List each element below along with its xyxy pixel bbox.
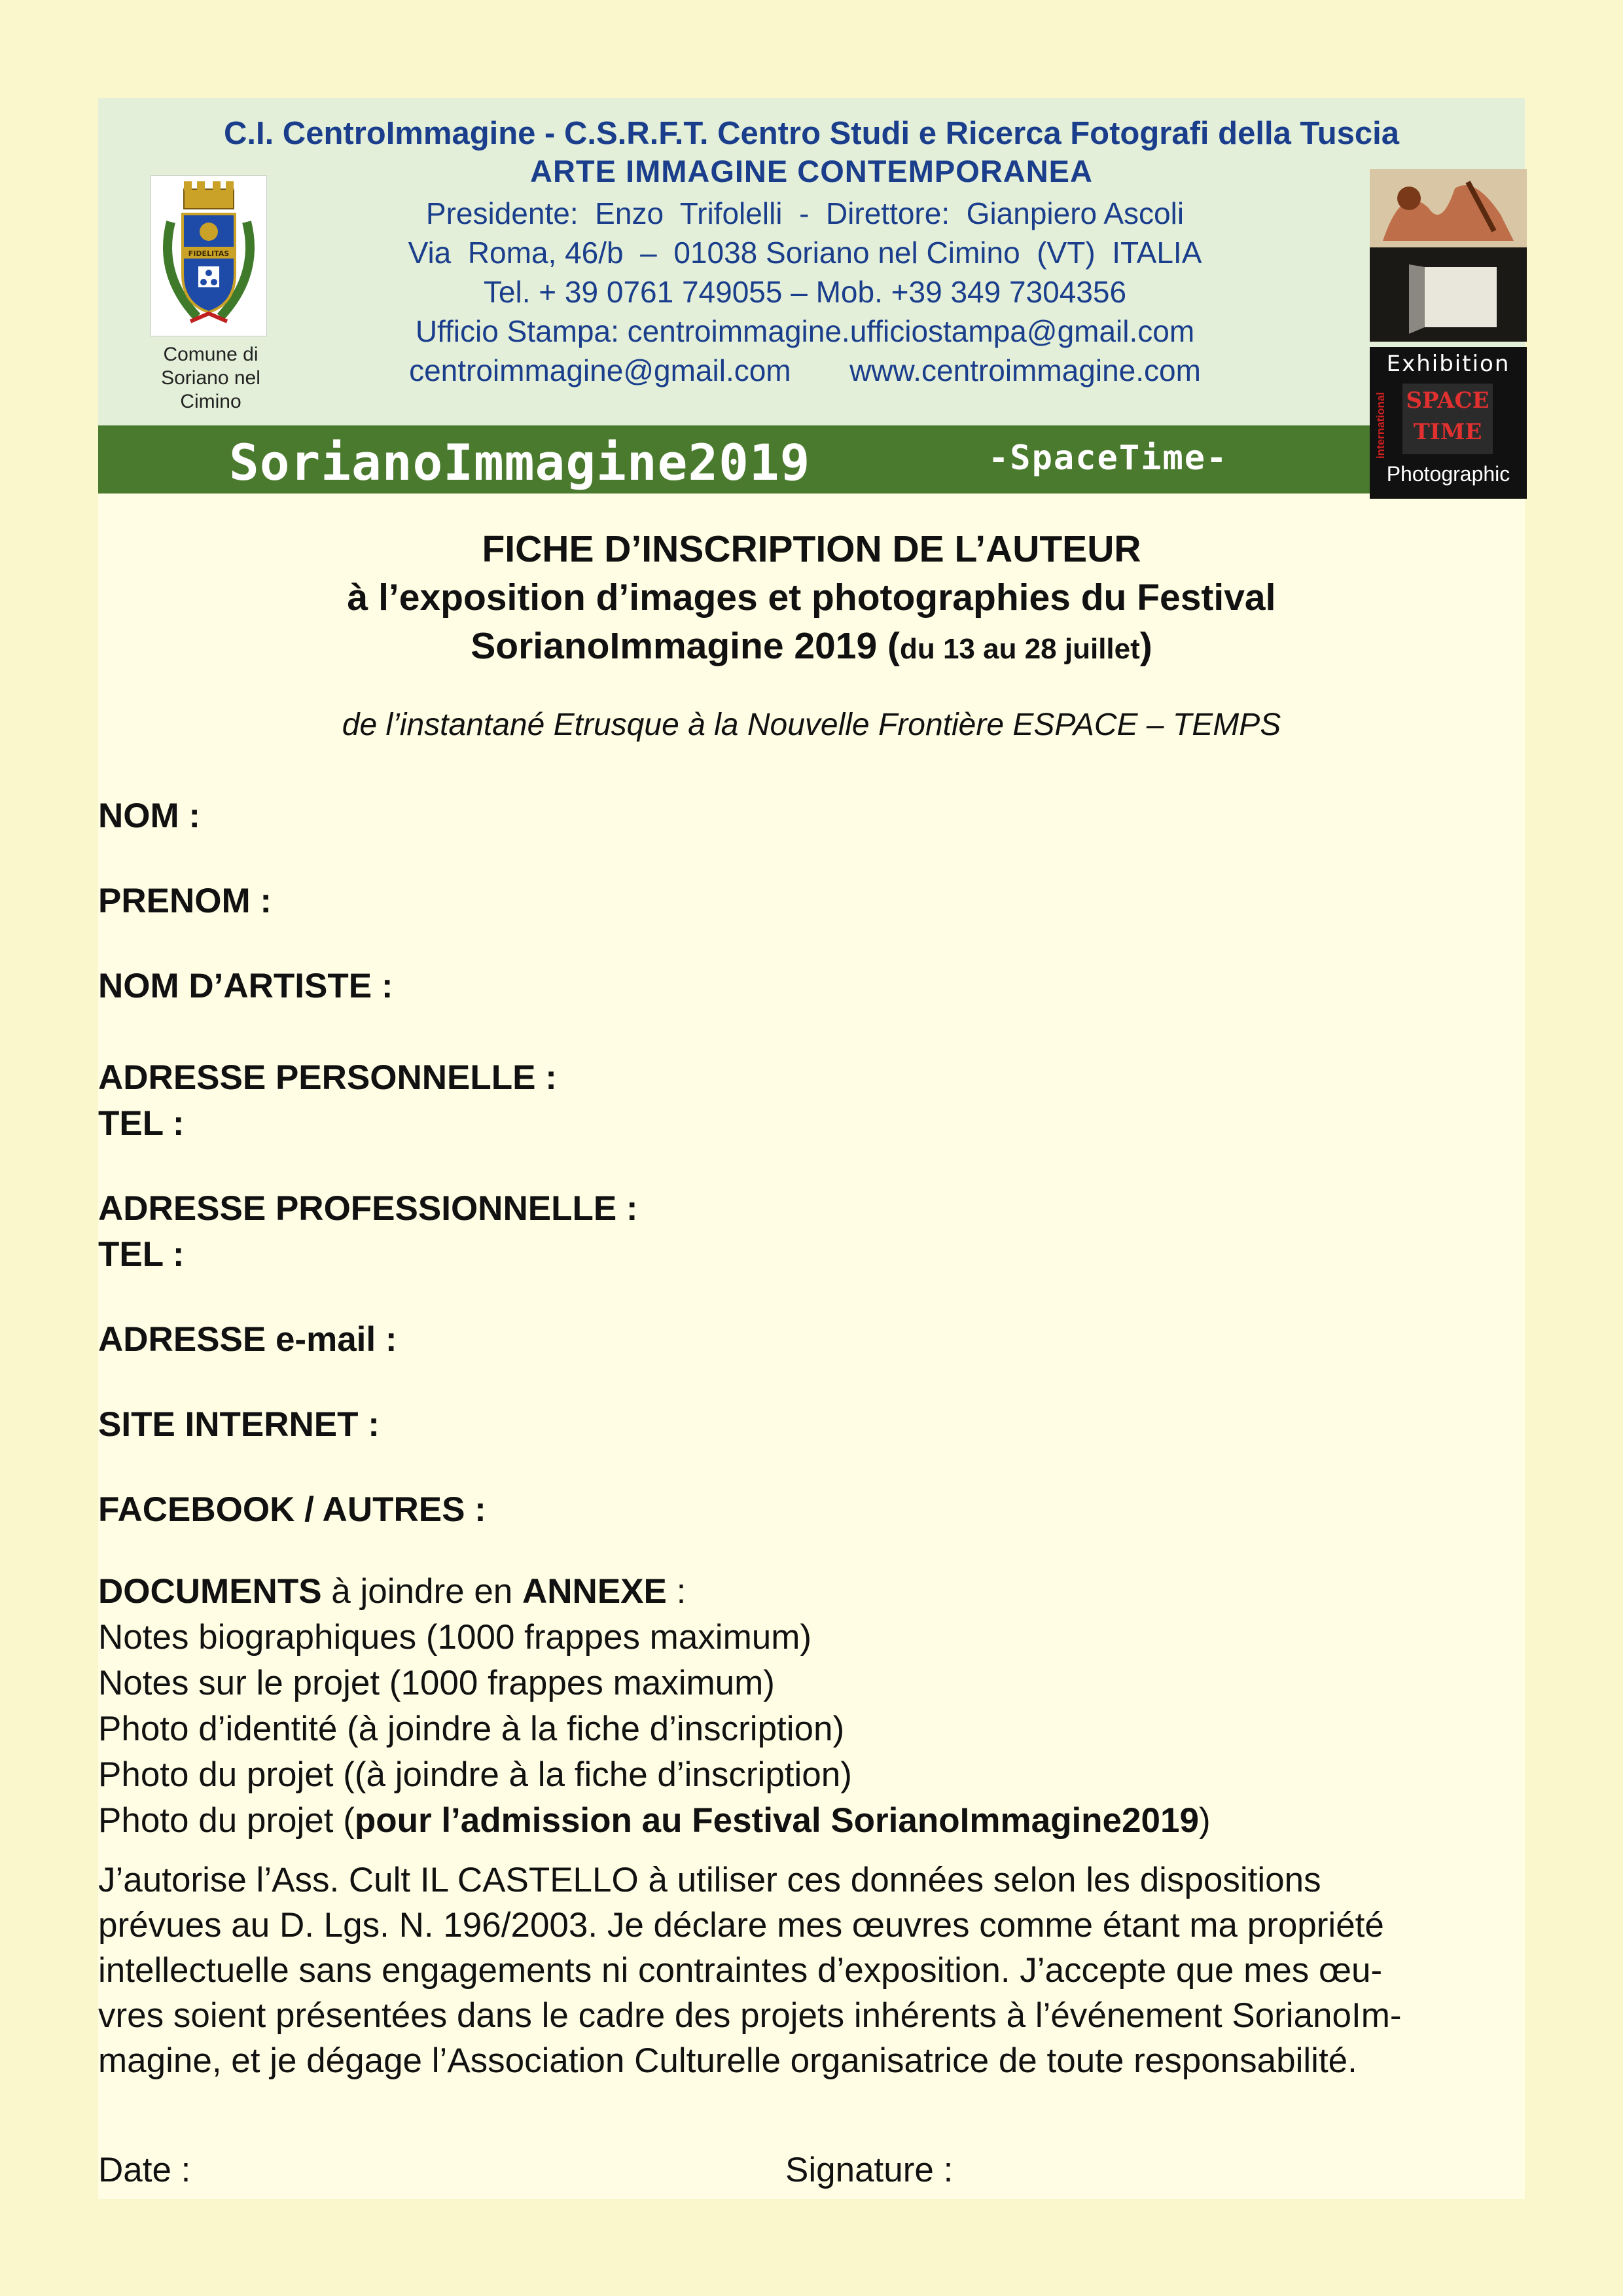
festival-name: SorianoImmagine 2019 (: [471, 625, 900, 667]
coat-motto: FIDELITAS: [188, 249, 230, 258]
field-nom-artiste: NOM D’ARTISTE :: [98, 967, 393, 1005]
coat-of-arms-icon: [151, 176, 266, 336]
contact-block: [334, 194, 1276, 390]
coat-caption: [145, 343, 276, 414]
registration-form-page: [98, 98, 1525, 2199]
documents-list: [98, 1569, 1211, 1844]
field-adresse-personnelle: ADRESSE PERSONNELLE :: [98, 1058, 557, 1097]
signature-field: Signature :: [785, 2151, 954, 2189]
consent-paragraph: [98, 1857, 1499, 2083]
date-field: Date :: [98, 2151, 191, 2189]
documents-heading-bold: DOCUMENTS: [98, 1572, 322, 1611]
etruscan-fresco-image: [1370, 169, 1527, 342]
organization-tagline: ARTE IMMAGINE CONTEMPORANEA: [530, 154, 1093, 188]
poster-exhibition-label: Exhibition: [1386, 351, 1510, 377]
poster-photographic-label: Photographic: [1386, 462, 1510, 486]
documents-heading-end: :: [666, 1572, 687, 1611]
banner-title: SorianoImmagine2019: [229, 433, 811, 492]
form-title-line2: à l’exposition d’images et photographies du Festival: [347, 577, 1276, 619]
list-item: Photo d’identité (à joindre à la fiche d’inscription): [98, 1710, 845, 1748]
festival-close-paren: ): [1139, 625, 1152, 667]
list-item: Notes sur le projet (1000 frappes maximum): [98, 1664, 775, 1702]
field-email: ADRESSE e-mail :: [98, 1320, 397, 1359]
festival-dates: du 13 au 28 juillet: [899, 633, 1140, 665]
coat-caption-line2: Soriano nel Cimino: [161, 367, 260, 412]
admission-pre: Photo du projet (: [98, 1801, 355, 1840]
logo-time: TIME: [1413, 419, 1482, 445]
documents-heading: [98, 1569, 1211, 1615]
coat-of-arms: [145, 175, 270, 431]
address-line: Via Roma, 46/b – 01038 Soriano nel Cimino (VT) ITALIA: [408, 236, 1202, 270]
documents-heading-annexe: ANNEXE: [522, 1572, 667, 1611]
logo-space: SPACE: [1406, 387, 1489, 414]
form-title-line3: [98, 624, 1525, 668]
email-web-line: centroimmagine@gmail.com www.centroimmagine.com: [409, 353, 1201, 387]
organization-name: C.I. CentroImmagine - C.S.R.F.T. Centro Studi e Ricerca Fotografi della Tuscia: [223, 116, 1400, 151]
phone-line: Tel. + 39 0761 749055 – Mob. +39 349 7304356: [483, 275, 1127, 309]
consent-line: magine, et je dégage l’Association Culturelle organisatrice de toute responsabilité.: [98, 2041, 1357, 2080]
festival-banner: [98, 425, 1370, 493]
field-nom: NOM :: [98, 797, 201, 835]
consent-line: prévues au D. Lgs. N. 196/2003. Je déclare mes œuvres comme étant ma propriété: [98, 1906, 1384, 1945]
field-prenom: PRENOM :: [98, 882, 272, 920]
field-facebook: FACEBOOK / AUTRES :: [98, 1490, 486, 1529]
field-site-internet: SITE INTERNET :: [98, 1405, 380, 1444]
space-time-logo: [1402, 384, 1493, 454]
admission-post: ): [1198, 1801, 1211, 1840]
list-item-admission: [98, 1798, 1211, 1844]
exhibition-poster: [1370, 169, 1527, 499]
coat-caption-line1: Comune di: [163, 344, 259, 365]
field-tel-personnel: TEL :: [98, 1104, 185, 1143]
documents-heading-mid: à joindre en: [321, 1572, 522, 1611]
form-title: FICHE D’INSCRIPTION DE L’AUTEUR: [482, 528, 1141, 570]
consent-line: intellectuelle sans engagements ni contraintes d’exposition. J’accepte que mes œu-: [98, 1951, 1383, 1990]
coat-of-arms-frame: [151, 175, 267, 336]
poster-caption: [1370, 347, 1527, 499]
admission-bold: pour l’admission au Festival SorianoImmagine2019: [354, 1801, 1199, 1840]
president-line: Presidente: Enzo Trifolelli - Direttore: Gianpiero Ascoli: [425, 196, 1185, 230]
consent-line: J’autorise l’Ass. Cult IL CASTELLO à utiliser ces données selon les dispositions: [98, 1861, 1321, 1899]
field-tel-professionnel: TEL :: [98, 1235, 185, 1274]
banner-subtitle: -SpaceTime-: [988, 439, 1228, 478]
poster-image: [1370, 169, 1527, 342]
list-item: Notes biographiques (1000 frappes maximum): [98, 1618, 812, 1657]
form-subtitle: de l’instantané Etrusque à la Nouvelle Frontière ESPACE – TEMPS: [342, 708, 1281, 742]
poster-international-label: international: [1374, 391, 1387, 459]
consent-line: vres soient présentées dans le cadre des projets inhérents à l’événement SorianoIm-: [98, 1996, 1402, 2035]
list-item: Photo du projet ((à joindre à la fiche d’inscription): [98, 1755, 852, 1794]
field-adresse-professionnelle: ADRESSE PROFESSIONNELLE :: [98, 1189, 638, 1228]
press-line: Ufficio Stampa: centroimmagine.ufficiostampa@gmail.com: [415, 314, 1195, 348]
letterhead: [98, 98, 1525, 425]
